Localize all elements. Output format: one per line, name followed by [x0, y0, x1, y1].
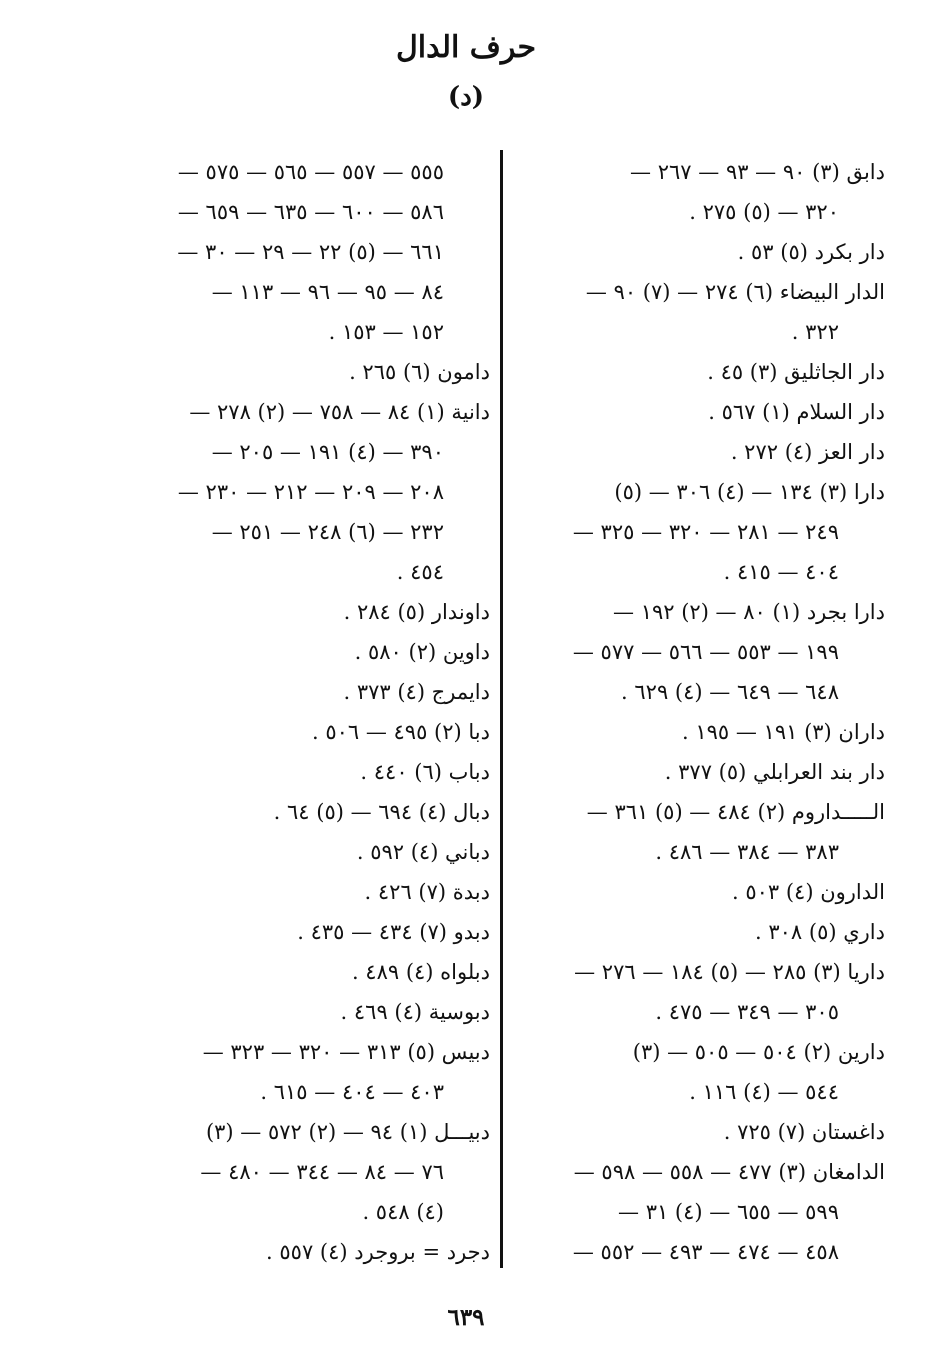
index-entry: دباب (٦) ٤٤٠ .	[360, 760, 490, 784]
index-entry-continuation: ٣٩٠ — (٤) ١٩١ — ٢٠٥ —	[211, 440, 444, 464]
index-entry-continuation: ٥٩٩ — ٦٥٥ — (٤) ٣١ —	[618, 1200, 839, 1224]
index-entry-continuation: ٢٤٩ — ٢٨١ — ٣٢٠ — ٣٢٥ —	[572, 520, 839, 544]
index-entry-continuation: ٣٢٢ .	[791, 320, 839, 344]
index-entry: داران (٣) ١٩١ — ١٩٥ .	[681, 720, 885, 744]
index-entry: دار بند العرابلي (٥) ٣٧٧ .	[664, 760, 885, 784]
index-entry: داغستان (٧) ٧٢٥ .	[723, 1120, 885, 1144]
index-entry: دارا (٣) ١٣٤ — (٤) ٣٠٦ — (٥)	[614, 480, 885, 504]
index-entry: دباني (٤) ٥٩٢ .	[356, 840, 490, 864]
index-entry: دار الجاثليق (٣) ٤٥ .	[707, 360, 885, 384]
index-entry: دبلواه (٤) ٤٨٩ .	[351, 960, 490, 984]
index-entry: دامون (٦) ٢٦٥ .	[349, 360, 490, 384]
index-column-right	[520, 152, 885, 1272]
index-entry: دار بكرد (٥) ٥٣ .	[737, 240, 885, 264]
index-entry: دارين (٢) ٥٠٤ — ٥٠٥ — (٣)	[632, 1040, 885, 1064]
section-letter: (د)	[447, 82, 485, 112]
index-entry-continuation: ٥٤٤ — (٤) ١١٦ .	[689, 1080, 839, 1104]
index-entry: دجرد = بروجرد (٤) ٥٥٧ .	[266, 1240, 490, 1264]
index-entry: داوندار (٥) ٢٨٤ .	[343, 600, 490, 624]
index-entry-continuation: ٣٠٥ — ٣٤٩ — ٤٧٥ .	[655, 1000, 839, 1024]
index-entry-continuation: ٥٥٥ — ٥٥٧ — ٥٦٥ — ٥٧٥ —	[177, 160, 444, 184]
column-divider	[500, 150, 503, 1268]
index-entry: الـــــداروم (٢) ٤٨٤ — (٥) ٣٦١ —	[586, 800, 885, 824]
index-entry: دارا بجرد (١) ٨٠ — (٢) ١٩٢ —	[613, 600, 885, 624]
index-entry: دار العز (٤) ٢٧٢ .	[730, 440, 885, 464]
index-entry: داوين (٢) ٥٨٠ .	[354, 640, 490, 664]
index-entry: داري (٥) ٣٠٨ .	[755, 920, 885, 944]
index-entry: الدامغان (٣) ٤٧٧ — ٥٥٨ — ٥٩٨ —	[573, 1160, 885, 1184]
index-entry-continuation: ٤٥٨ — ٤٧٤ — ٤٩٣ — ٥٥٢ —	[572, 1240, 839, 1264]
index-entry: دايمرج (٤) ٣٧٣ .	[343, 680, 490, 704]
index-entry: الدارون (٤) ٥٠٣ .	[731, 880, 885, 904]
index-entry-continuation: ٤٠٣ — ٤٠٤ — ٦١٥ .	[260, 1080, 444, 1104]
index-entry-continuation: ١٩٩ — ٥٥٣ — ٥٦٦ — ٥٧٧ —	[572, 640, 839, 664]
index-entry-continuation: ٣٨٣ — ٣٨٤ — ٤٨٦ .	[655, 840, 839, 864]
index-entry-continuation: ٦٤٨ — ٦٤٩ — (٤) ٦٢٩ .	[621, 680, 839, 704]
index-column-left	[130, 152, 490, 1272]
index-entry-continuation: ٢٣٢ — (٦) ٢٤٨ — ٢٥١ —	[211, 520, 444, 544]
page-number: ٦٣٩	[447, 1304, 485, 1331]
index-entry: دبوسية (٤) ٤٦٩ .	[340, 1000, 490, 1024]
page-title: حرف الدال	[396, 30, 536, 65]
index-entry-continuation: ٥٨٦ — ٦٠٠ — ٦٣٥ — ٦٥٩ —	[177, 200, 444, 224]
index-entry: دبدو (٧) ٤٣٤ — ٤٣٥ .	[297, 920, 490, 944]
index-entry: دانية (١) ٨٤ — ٧٥٨ — (٢) ٢٧٨ —	[189, 400, 490, 424]
index-entry-continuation: ٣٢٠ — (٥) ٢٧٥ .	[689, 200, 839, 224]
index-entry: دبدة (٧) ٤٢٦ .	[364, 880, 490, 904]
index-entry: داريا (٣) ٢٨٥ — (٥) ١٨٤ — ٢٧٦ —	[574, 960, 885, 984]
index-entry: دبيـــل (١) ٩٤ — (٢) ٥٧٢ — (٣)	[205, 1120, 490, 1144]
index-entry: الدار البيضاء (٦) ٢٧٤ — (٧) ٩٠ —	[585, 280, 885, 304]
index-entry-continuation: ٦٦١ — (٥) ٢٢ — ٢٩ — ٣٠ —	[177, 240, 444, 264]
index-entry: دبيس (٥) ٣١٣ — ٣٢٠ — ٣٢٣ —	[202, 1040, 490, 1064]
index-entry-continuation: ٤٠٤ — ٤١٥ .	[723, 560, 839, 584]
index-entry-continuation: ٨٤ — ٩٥ — ٩٦ — ١١٣ —	[211, 280, 444, 304]
index-entry: دابق (٣) ٩٠ — ٩٣ — ٢٦٧ —	[630, 160, 885, 184]
index-entry: دبال (٤) ٦٩٤ — (٥) ٦٤ .	[273, 800, 490, 824]
index-entry-continuation: ٤٥٤ .	[396, 560, 444, 584]
index-entry-continuation: (٤) ٥٤٨ .	[362, 1200, 444, 1224]
index-entry: دار السلام (١) ٥٦٧ .	[708, 400, 885, 424]
index-entry-continuation: ٢٠٨ — ٢٠٩ — ٢١٢ — ٢٣٠ —	[177, 480, 444, 504]
index-entry-continuation: ٧٦ — ٨٤ — ٣٤٤ — ٤٨٠ —	[200, 1160, 444, 1184]
index-entry-continuation: ١٥٢ — ١٥٣ .	[328, 320, 444, 344]
index-entry: دبا (٢) ٤٩٥ — ٥٠٦ .	[311, 720, 490, 744]
